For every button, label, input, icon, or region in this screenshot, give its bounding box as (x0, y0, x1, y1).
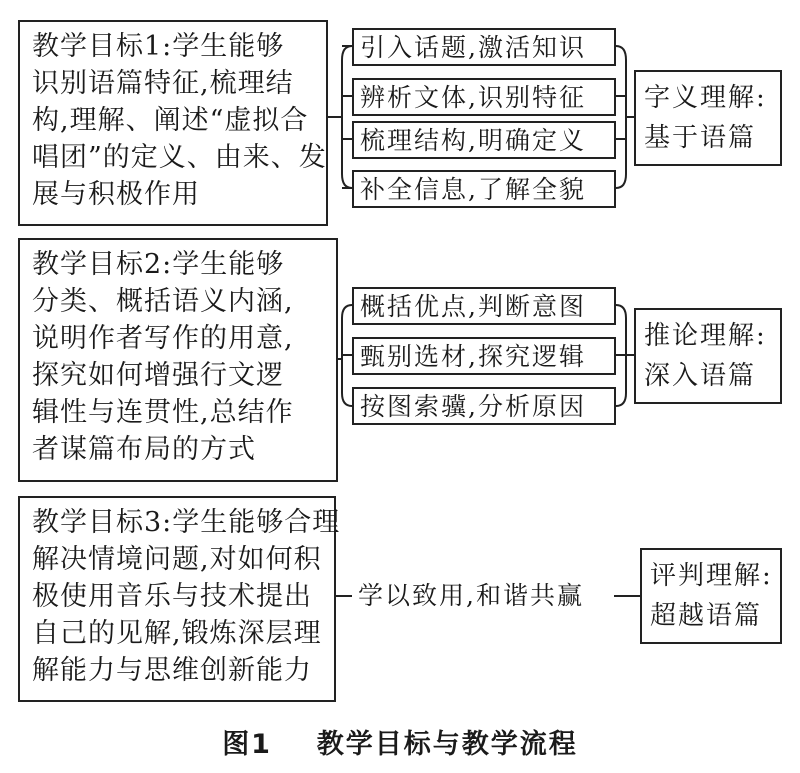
goal-2-line: 辑性与连贯性,总结作 (32, 397, 294, 428)
level-1-line: 字义理解: (644, 83, 767, 113)
step-box: 甄别选材,探究逻辑 (352, 337, 616, 375)
step-box: 梳理结构,明确定义 (352, 121, 616, 159)
goal-3-line: 教学目标3:学生能够合理 (32, 507, 341, 538)
goal-1-line: 构,理解、阐述“虚拟合 (32, 105, 309, 136)
step-box: 补全信息,了解全貌 (352, 170, 616, 208)
goal-box-1 (18, 20, 328, 226)
goal-1-line: 唱团”的定义、由来、发 (32, 142, 327, 173)
level-1-line: 基于语篇 (644, 123, 757, 153)
goal-1-line: 教学目标1:学生能够 (32, 31, 285, 62)
step-box: 概括优点,判断意图 (352, 287, 616, 325)
level-2-line: 深入语篇 (644, 361, 757, 391)
goal-box-2 (18, 238, 338, 482)
goal-2-line: 说明作者写作的用意, (32, 323, 294, 354)
step-box: 引入话题,激活知识 (352, 28, 616, 66)
level-box-3 (640, 548, 782, 644)
goal-3-line: 解决情境问题,对如何积 (32, 544, 322, 575)
goal-box-3 (18, 496, 341, 702)
goal-2-line: 探究如何增强行文逻 (32, 360, 284, 391)
figure-title: 教学目标与教学流程 (316, 729, 578, 760)
step-box: 辨析文体,识别特征 (352, 78, 616, 116)
goal-3-line: 自己的见解,锻炼深层理 (32, 618, 322, 649)
figure-caption (0, 722, 800, 761)
level-box-2 (634, 308, 782, 404)
step-box: 学以致用,和谐共赢 (352, 576, 614, 616)
level-box-1 (634, 70, 782, 166)
figure-label: 图1 (222, 729, 272, 760)
goal-3-line: 解能力与思维创新能力 (32, 655, 312, 686)
level-3-line: 评判理解: (650, 561, 773, 591)
level-3-line: 超越语篇 (650, 601, 763, 631)
goal-2-line: 教学目标2:学生能够 (32, 249, 285, 280)
row1-right-bracket (616, 46, 626, 188)
goal-2-line: 者谋篇布局的方式 (32, 434, 256, 465)
step-box: 按图索骥,分析原因 (352, 387, 616, 425)
goal-1-line: 展与积极作用 (32, 179, 200, 210)
level-2-line: 推论理解: (644, 321, 767, 351)
goal-1-line: 识别语篇特征,梳理结 (32, 68, 294, 99)
row1-left-bracket (342, 46, 352, 188)
goal-3-line: 极使用音乐与技术提出 (32, 581, 312, 612)
goal-2-line: 分类、概括语义内涵, (32, 286, 294, 317)
